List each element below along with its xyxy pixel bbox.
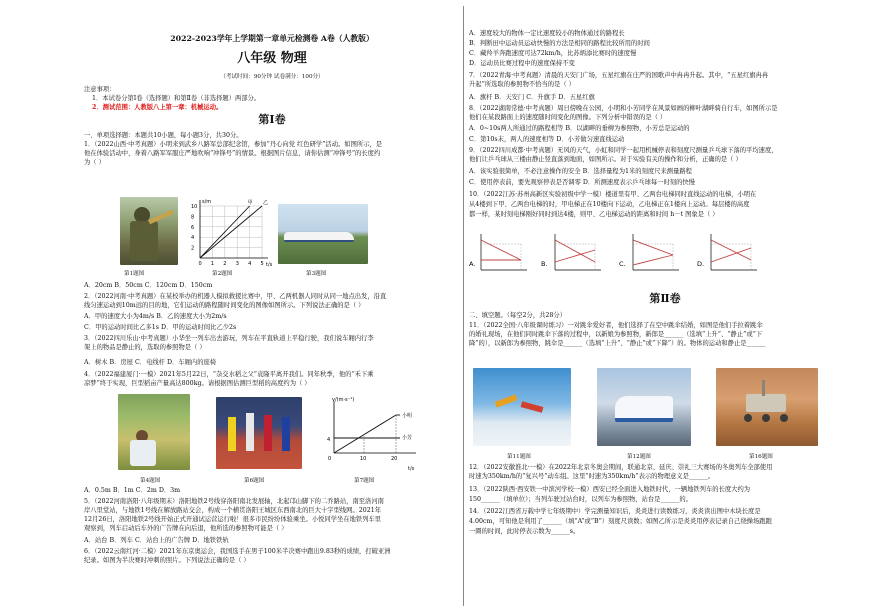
q6-option: B．判断田中运动员运动快慢的方法是相同的路程比较所用的时间 (469, 40, 650, 47)
q3-line: 架上的物品是静止的，选取的参照物是（ ） (84, 344, 206, 351)
q11-line: 的婚礼现场，在他们同时跳伞下落的过程中，以新娘为参照物，新郎是______（选填“上升”、“静止”或“下 (469, 331, 763, 338)
q1-options: A．20cm B．50cm C．120cm D．150cm (84, 282, 213, 289)
q4-line: 凉梦”终于实现，巨型稻亩产量高达800kg。请根据图估测巨型稻的高度约为（ ） (84, 380, 311, 387)
notes-heading: 注意事项： (84, 86, 116, 93)
y-axis-label: s/m (202, 199, 212, 205)
skydivers-photo (473, 368, 571, 446)
vt-tick: 4 (327, 437, 331, 443)
q13-line: 13．（2022陕西·西安铁一中滨河学校一模）西安已经全面进入地铁时代，一辆地铁列车的长度大约为 (469, 486, 751, 493)
q10-line: 10．（2022江苏·苏州高新区实验初级中学一模）楼道里有甲、乙两台电梯同时直线运动的电梯，小明在 (469, 191, 757, 198)
part2-heading: 第Ⅱ卷 (649, 292, 681, 305)
ht-option-label: B. (541, 260, 548, 268)
fig-caption: 第12题图 (627, 454, 651, 460)
q2-option-row: C．甲的运动时间比乙多1s D．甲的运动时间比乙少2s (84, 324, 237, 331)
q5-line: 岸八里堂站，与地铁1号线在解放路站交会，构成一个横贯洛阳王城区东西南北的巨大十字型线网。2021年 (84, 507, 382, 514)
q1-line: 为（ ） (84, 159, 105, 166)
ht-series-line (481, 240, 521, 260)
ht-option-label: D. (697, 260, 705, 268)
subject-title: 八年级 物理 (237, 51, 307, 66)
q7-line: 7．（2022青海·中考真题）清晨的天安门广场，五星红旗在庄严的国歌声中冉冉升起。其中，“五星红旗冉冉 (469, 72, 769, 79)
st-graph (186, 194, 276, 272)
q2-option-row: A．甲的速度大小为4m/s B．乙的速度大小为2m/s (84, 313, 227, 320)
q3-options: A．树木 B．房屋 C．电线杆 D．车厢内的座椅 (84, 359, 217, 366)
fig-caption: 第16题图 (749, 454, 773, 460)
q1-line: 他在体验活动中，身着八路军军服庄严地吹响“冲锋号”的情景。根据图片信息，请你估测“冲锋号”的长度约 (84, 150, 381, 157)
q8-option-row: C．第10s末，两人的速度相等 D．小芳做匀速直线运动 (469, 136, 625, 143)
sprint-race-photo (216, 397, 302, 469)
q6-option: C．藏羚羊奔跑速度可达72km/h，比苏炳添比赛时的速度慢 (469, 50, 637, 57)
ht-option-label: A. (469, 260, 476, 268)
q11-line: 降”的），以新郎为参照物，跳伞是______（选填“上升”、“静止”或“下降”）的。物体的运动和静止是______ (469, 340, 766, 347)
q7-line: 升起”所选取的参照物不恰当的是（ ） (469, 81, 575, 88)
ht-series-line (633, 240, 673, 255)
high-speed-train-photo (597, 368, 691, 446)
column-divider (463, 6, 464, 606)
q5-options: A．站台 B．列车 C．站台上的广告牌 D．地铁铁轨 (84, 537, 229, 544)
ht-series-line (555, 250, 595, 262)
q12-line: 时速为350km/h的“复兴号”动车组。这里“时速为350km/h”表示的物理意义是______。 (469, 473, 715, 480)
q12-line: 12．（2022安徽淮北·一模）在2022年北京冬奥会期间，联通北京、延庆、崇礼三大赛场的冬奥列车全部使用 (469, 464, 773, 471)
fig-caption: 第3题图 (306, 271, 327, 277)
ht-series-line (555, 240, 595, 262)
q4-options: A．0.5m B．1m C．2m D．3m (84, 487, 181, 494)
vt-tick: 10 (360, 456, 367, 462)
series-label: 甲 (247, 200, 253, 206)
q8-line: 他们在某段路面上的速度随时间变化的图像。下列分析中错误的是（ ） (469, 114, 667, 121)
q7-options: A．旗杆 B．天安门 C．升旗手 D．五星红旗 (469, 94, 595, 101)
q8-option-row: A．0~10s两人所通过的路程相等 B．以湖畔的垂柳为参照物，小芳总是运动的 (469, 125, 690, 132)
series-line (200, 206, 262, 258)
exam-title: 2022-2023学年上学期第一章单元检测卷 A卷（人教版） (170, 34, 374, 43)
x-tick-label: 2 (223, 261, 227, 267)
q9-option-row: C．使用停表前，要先观察停表是否调零 D．所测速度表示乒乓球每一时刻的快慢 (469, 179, 695, 186)
fig-caption: 第4题图 (140, 478, 161, 484)
vt-tick: 20 (391, 456, 398, 462)
x-tick-label: 1 (210, 261, 215, 267)
vt-ylabel: v/(m·s⁻¹) (332, 397, 355, 403)
q6-line: 纪录。如图为半决赛时冲刺的照片。下列说法正确的是（ ） (84, 557, 250, 564)
q9-line: 他们让乒乓球从三楼由静止竖直落到地面，如图所示。对于实验有关的操作和分析，正确的是（ ） (469, 156, 742, 163)
ht-series-line (633, 255, 673, 265)
q8-line: 8．（2022湖南常德·中考真题）周日傍晚在公园，小明和小芳同学在风景如画的柳叶湖畔骑自行车，如图所示是 (469, 105, 778, 112)
series-label: 乙 (263, 200, 269, 206)
q14-line: 14．（2022江西省万载中学七年级期中）学完测量知识后，炎炎进行读数练习，炎炎读出图中木块长度是 (469, 508, 761, 515)
note-1: 1．本试卷分第Ⅰ卷（选择题）和第Ⅱ卷（非选择题）两部分。 (92, 95, 261, 102)
y-tick-label: 2 (191, 245, 195, 252)
exam-info: （考试时间：90分钟 试卷满分：100分） (220, 74, 324, 80)
q6-option: A．速度较大的物体一定比速度较小的物体通过的路程长 (469, 30, 625, 37)
q3-line: 3．（2022四川乐山·中考真题）小华坐一列车出去游玩，列车在平直轨道上平稳行驶，我们说车厢内行李 (84, 335, 374, 342)
q2-line: 2．（2022河南·中考真题）在某校举办的机器人模拟救援比赛中，甲、乙两机器人同时从同一地点出发，沿直 (84, 293, 387, 300)
q6-line: 6．（2022云南红河·二模）2021年东京奥运会，我国选手在男子100米半决赛中跑出9.83秒的成绩，打破亚洲 (84, 548, 391, 555)
fig-caption: 第11题图 (507, 454, 531, 460)
q13-line: 150______（填单位）；当列车驶过站台时，以列车为参照物，站台是______的。 (469, 496, 692, 503)
bugle-soldier-photo (120, 197, 178, 265)
q10-line: 都一样，某时刻电梯刚好同时到达4楼，则甲、乙电梯运动的距离和时间 h－t 图象是（ ） (469, 211, 719, 218)
ht-option-label: C. (619, 260, 626, 268)
x-tick-label: 5 (260, 261, 264, 267)
x-tick-label: 4 (248, 261, 252, 267)
fig-caption: 第6题图 (244, 478, 265, 484)
q14-line: 一圈的时间，此时停表示数为______s。 (469, 528, 580, 535)
q5-line: 12月26日，洛阳地铁2号线开始正式开通试运营运行啦！很多市民纷纷体验乘坐。小悦同学坐在地铁列车里 (84, 516, 382, 523)
train-photo (278, 204, 368, 264)
y-tick-label: 6 (191, 224, 195, 231)
q9-option-row: A．该实验很简单，不必注意操作的安全 B．选择量程为1米的刻度尺来测量路程 (469, 168, 692, 175)
q5-line: 观察到，列车启动后车外的广告牌在向后退，他所选的参照物可能是（ ） (84, 525, 288, 532)
x-tick-label: 0 (198, 261, 202, 267)
q10-line: 从4楼到下甲、乙两台电梯的时，甲电梯正在10楼向下运动，乙电梯正在1楼向上运动。每层楼的高度 (469, 201, 750, 208)
x-tick-label: 3 (235, 261, 239, 267)
q6-option: D．运动员比赛过程中的速度保持不变 (469, 60, 575, 67)
fig-caption: 第1题图 (124, 271, 145, 277)
q1-line: 1．（2022山西·中考真题）小明来到武乡八路军总部纪念馆，参加“丹心向党 红色研学”活动。如图所示，是 (84, 141, 383, 148)
part1-heading: 第Ⅰ卷 (258, 113, 286, 126)
vt-series-label: 小明 (402, 413, 413, 419)
vt-series-label: 小芳 (402, 435, 413, 441)
vt-tick: 0 (328, 456, 332, 462)
vt-axes (334, 401, 416, 453)
vt-graph (316, 393, 428, 473)
y-tick-label: 10 (191, 204, 198, 210)
fig-caption: 第7题图 (354, 478, 375, 484)
st-series (200, 199, 268, 258)
st-axes (191, 199, 273, 268)
q2-line: 线匀速运动到10m远的目的地，它们运动的路程随时间变化的图像如图所示。下列说法正确的是（ ） (84, 302, 365, 309)
ht-graphs (469, 232, 861, 282)
rice-field-photo (118, 394, 190, 470)
q14-line: 4.00cm，可知他是利用了______（填“A”或“B”）刻度尺读数；如图乙所示是炎炎用停表记录自己绕操场跑跑 (469, 518, 772, 525)
y-tick-label: 4 (191, 235, 195, 242)
q11-line: 11．（2022全国·八年级课时练习）一对跳伞爱好者，他们选择了在空中跳伞结婚，如图是他们手拉着跳伞 (469, 322, 763, 329)
mars-rover-photo (716, 368, 818, 446)
section2-title: 二、填空题。（每空2分，共28分） (469, 312, 567, 319)
q5-line: 5．（2022河南洛阳·八年级期末）洛阳地铁2号线穿洛阳南北发展轴，北起邙山脚下的二乔路站，南至洛河南 (84, 498, 384, 505)
q4-line: 4．（2022福建厦门·一模）2021年5月22日，“杂交水稻之父”袁隆平离开我们。同年秋季，他的“禾下乘 (84, 371, 374, 378)
y-tick-label: 8 (191, 214, 195, 221)
series-line-xiaoming (334, 415, 396, 453)
section1-title: 一、单项选择题：本题共10小题，每小题3分，共30分。 (84, 132, 243, 139)
note-2: 2．测试范围：人教版八上第一章：机械运动。 (92, 104, 223, 111)
fig-caption: 第2题图 (212, 271, 233, 277)
x-axis-label: t/s (266, 262, 273, 268)
vt-xlabel: t/s (408, 466, 415, 472)
q9-line: 9．（2022四川成都·中考真题）无风的天气，小虹和同学一起用机械停表和刻度尺测量乒乓球下落的平均速度， (469, 147, 778, 154)
